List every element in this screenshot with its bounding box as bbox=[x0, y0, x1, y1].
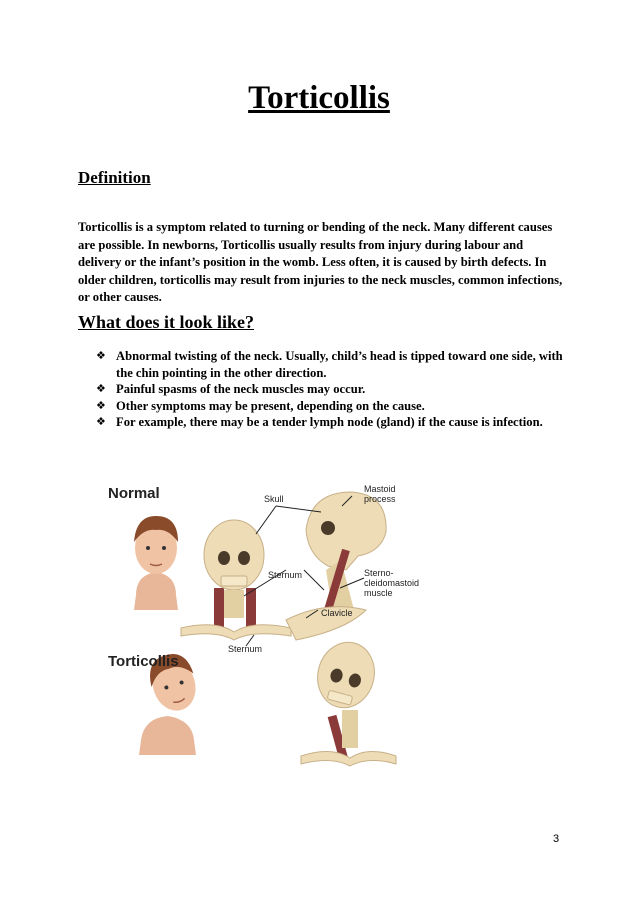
definition-heading: Definition bbox=[78, 168, 151, 187]
label-torticollis: Torticollis bbox=[108, 653, 179, 670]
list-item: ❖ Painful spasms of the neck muscles may occur. bbox=[96, 382, 366, 396]
list-item: ❖ Abnormal twisting of the neck. Usually, child’s head is tipped toward one side, with the chin pointing in the other direction. bbox=[96, 349, 563, 380]
label-scm-1: Sterno- bbox=[364, 568, 394, 578]
label-sternum-lower: Sternum bbox=[228, 644, 263, 654]
diamond-bullet-icon: ❖ bbox=[96, 398, 106, 412]
diamond-bullet-icon: ❖ bbox=[96, 349, 106, 362]
anatomy-illustration-svg bbox=[96, 470, 476, 770]
torticollis-skull-skeleton bbox=[301, 636, 396, 766]
label-clavicle: Clavicle bbox=[321, 608, 353, 618]
label-scm-2: cleidomastoid bbox=[364, 578, 420, 588]
list-item: ❖ For example, there may be a tender lymph node (gland) if the cause is infection. bbox=[96, 415, 543, 429]
label-scm-3: muscle bbox=[364, 588, 393, 598]
label-normal: Normal bbox=[108, 485, 160, 502]
normal-child-face bbox=[134, 516, 178, 610]
label-mastoid-2: process bbox=[364, 494, 396, 504]
page-number: 3 bbox=[553, 833, 560, 845]
label-skull: Skull bbox=[264, 494, 284, 504]
diamond-bullet-icon: ❖ bbox=[96, 415, 106, 428]
anatomy-illustration bbox=[96, 470, 476, 770]
label-sternum-upper: Sternum bbox=[268, 570, 303, 580]
normal-skull-skeleton bbox=[181, 520, 291, 640]
symptom-list bbox=[96, 348, 566, 431]
list-item: ❖ Other symptoms may be present, depending on the cause. bbox=[96, 398, 425, 413]
definition-paragraph: Torticollis is a symptom related to turning or bending of the neck. Many different causes are possible. In newborns, Torticollis usually results from injury during labour and delivery or the infant’s position in the womb. Less often, it is caused by birth defects. In older children, torticollis may result from injuries to the neck muscles, common infections, or other causes. bbox=[78, 220, 563, 304]
diamond-bullet-icon: ❖ bbox=[96, 382, 106, 395]
page-title: Torticollis bbox=[248, 80, 390, 116]
label-mastoid-1: Mastoid bbox=[364, 484, 396, 494]
appearance-heading: What does it look like? bbox=[78, 312, 255, 332]
